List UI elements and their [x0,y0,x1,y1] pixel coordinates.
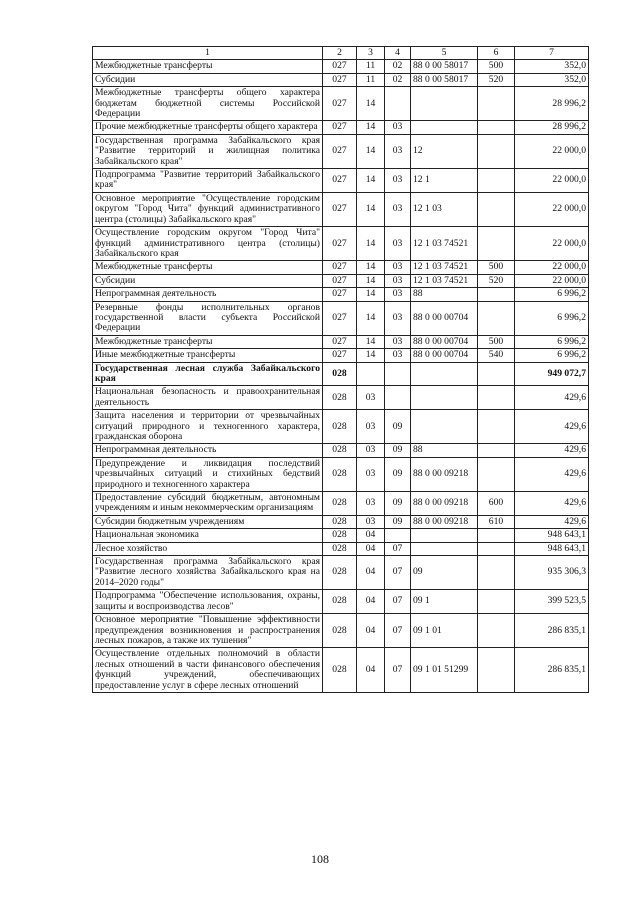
table-row [93,301,589,335]
code-pr-cell: 03 [385,227,411,261]
header-cell: 2 [323,47,357,60]
table-row [93,60,589,73]
code-gr-cell: 028 [323,362,357,386]
header-row [93,47,589,60]
item-name-cell: Осуществление отдельных полномочий в области лесных отношений в части финансового обеспечения функций учреждений, обеспечивающих предоставление услуг в сфере лесных отношений [93,648,323,693]
item-name-cell: Непрограммная деятельность [93,444,323,457]
code-pr-cell: 03 [385,349,411,362]
item-name-cell: Подпрограмма "Развитие территорий Забайкальского края" [93,169,323,193]
code-rz-cell: 14 [357,288,385,301]
header-cell: 3 [357,47,385,60]
code-rz-cell: 14 [357,261,385,274]
item-name-cell: Национальная экономика [93,529,323,542]
code-csr-cell: 12 [411,134,478,168]
code-vr-cell [478,410,515,444]
code-vr-cell [478,288,515,301]
code-vr-cell [478,590,515,614]
code-gr-cell: 027 [323,121,357,134]
page-number: 108 [311,852,329,866]
amount-cell: 22 000,0 [515,134,589,168]
code-pr-cell: 03 [385,335,411,348]
table-row [93,288,589,301]
code-rz-cell: 03 [357,515,385,528]
code-gr-cell: 027 [323,301,357,335]
code-vr-cell [478,192,515,226]
code-rz-cell: 14 [357,335,385,348]
code-vr-cell: 500 [478,335,515,348]
code-gr-cell: 027 [323,73,357,86]
item-name-cell: Предупреждение и ликвидация последствий чрезвычайных ситуаций и стихийных бедствий природного и техногенного характера [93,457,323,491]
code-vr-cell [478,362,515,386]
code-csr-cell [411,87,478,121]
code-rz-cell: 03 [357,444,385,457]
amount-cell: 429,6 [515,410,589,444]
code-csr-cell: 12 1 [411,169,478,193]
amount-cell: 935 306,3 [515,556,589,590]
amount-cell: 429,6 [515,386,589,410]
table-row [93,227,589,261]
item-name-cell: Прочие межбюджетные трансферты общего характера [93,121,323,134]
item-name-cell: Государственная программа Забайкальского края "Развитие лесного хозяйства Забайкальского края на 2014–2020 годы" [93,556,323,590]
amount-cell: 429,6 [515,457,589,491]
code-gr-cell: 027 [323,192,357,226]
code-gr-cell: 027 [323,60,357,73]
item-name-cell: Непрограммная деятельность [93,288,323,301]
code-rz-cell: 14 [357,87,385,121]
amount-cell: 286 835,1 [515,614,589,648]
code-gr-cell: 027 [323,87,357,121]
code-gr-cell: 027 [323,169,357,193]
code-vr-cell [478,457,515,491]
code-gr-cell: 027 [323,274,357,287]
code-vr-cell [478,614,515,648]
table-row [93,542,589,555]
code-pr-cell: 02 [385,60,411,73]
amount-cell: 6 996,2 [515,335,589,348]
code-pr-cell [385,362,411,386]
table-row [93,614,589,648]
header-cell: 7 [515,47,589,60]
item-name-cell: Межбюджетные трансферты [93,261,323,274]
code-gr-cell: 027 [323,288,357,301]
table-row [93,386,589,410]
code-csr-cell: 88 0 00 09218 [411,457,478,491]
table-row [93,515,589,528]
code-csr-cell [411,121,478,134]
code-csr-cell [411,362,478,386]
code-vr-cell [478,529,515,542]
code-csr-cell: 12 1 03 [411,192,478,226]
amount-cell: 948 643,1 [515,542,589,555]
code-rz-cell: 14 [357,274,385,287]
code-rz-cell: 04 [357,542,385,555]
code-vr-cell: 500 [478,261,515,274]
table-row [93,261,589,274]
code-pr-cell: 02 [385,73,411,86]
code-csr-cell: 88 0 00 09218 [411,492,478,516]
table-row [93,410,589,444]
item-name-cell: Защита населения и территории от чрезвычайных ситуаций природного и техногенного характера, гражданская оборона [93,410,323,444]
amount-cell: 6 996,2 [515,301,589,335]
table-row [93,349,589,362]
code-csr-cell: 88 0 00 00704 [411,349,478,362]
code-rz-cell [357,362,385,386]
amount-cell: 429,6 [515,515,589,528]
header-cell: 1 [93,47,323,60]
table-row [93,362,589,386]
code-csr-cell: 88 [411,288,478,301]
table-body [93,60,589,693]
table-row [93,556,589,590]
code-vr-cell: 520 [478,274,515,287]
code-gr-cell: 028 [323,515,357,528]
code-pr-cell: 03 [385,134,411,168]
code-csr-cell [411,410,478,444]
code-gr-cell: 027 [323,335,357,348]
code-vr-cell: 600 [478,492,515,516]
code-rz-cell: 04 [357,556,385,590]
table-row [93,274,589,287]
table-row [93,457,589,491]
header-cell: 6 [478,47,515,60]
amount-cell: 352,0 [515,60,589,73]
code-pr-cell [385,529,411,542]
code-rz-cell: 04 [357,590,385,614]
code-gr-cell: 028 [323,542,357,555]
item-name-cell: Межбюджетные трансферты общего характера бюджетам бюджетной системы Российской Федерации [93,87,323,121]
code-vr-cell [478,87,515,121]
table-row [93,73,589,86]
code-pr-cell: 03 [385,301,411,335]
amount-cell: 22 000,0 [515,192,589,226]
code-vr-cell [478,301,515,335]
code-rz-cell: 14 [357,121,385,134]
table-row [93,192,589,226]
code-pr-cell: 07 [385,542,411,555]
code-pr-cell: 09 [385,515,411,528]
code-vr-cell [478,444,515,457]
code-csr-cell: 88 [411,444,478,457]
code-rz-cell: 03 [357,492,385,516]
amount-cell: 429,6 [515,492,589,516]
amount-cell: 22 000,0 [515,227,589,261]
code-vr-cell: 610 [478,515,515,528]
item-name-cell: Иные межбюджетные трансферты [93,349,323,362]
code-pr-cell: 03 [385,192,411,226]
code-gr-cell: 028 [323,556,357,590]
item-name-cell: Осуществление городским округом "Город Чита" функций административного центра (столицы) Забайкальского края [93,227,323,261]
table-row [93,648,589,693]
code-rz-cell: 03 [357,386,385,410]
item-name-cell: Субсидии [93,73,323,86]
code-pr-cell: 07 [385,648,411,693]
table-row [93,87,589,121]
table-row [93,134,589,168]
code-pr-cell: 09 [385,457,411,491]
code-csr-cell: 88 0 00 58017 [411,73,478,86]
code-gr-cell: 028 [323,492,357,516]
amount-cell: 429,6 [515,444,589,457]
code-pr-cell: 03 [385,274,411,287]
amount-cell: 948 643,1 [515,529,589,542]
code-csr-cell: 88 0 00 09218 [411,515,478,528]
amount-cell: 6 996,2 [515,288,589,301]
code-vr-cell: 540 [478,349,515,362]
code-csr-cell [411,529,478,542]
code-csr-cell: 09 1 01 51299 [411,648,478,693]
code-csr-cell [411,542,478,555]
code-rz-cell: 14 [357,349,385,362]
code-csr-cell: 09 1 [411,590,478,614]
item-name-cell: Межбюджетные трансферты [93,335,323,348]
code-rz-cell: 11 [357,73,385,86]
code-pr-cell: 03 [385,169,411,193]
code-rz-cell: 04 [357,614,385,648]
code-pr-cell: 03 [385,261,411,274]
code-pr-cell: 09 [385,410,411,444]
code-vr-cell [478,169,515,193]
table-row [93,169,589,193]
code-rz-cell: 03 [357,410,385,444]
code-gr-cell: 028 [323,457,357,491]
code-vr-cell [478,134,515,168]
code-gr-cell: 028 [323,410,357,444]
table-row [93,444,589,457]
code-rz-cell: 14 [357,227,385,261]
item-name-cell: Субсидии бюджетным учреждениям [93,515,323,528]
header-cell: 5 [411,47,478,60]
item-name-cell: Государственная лесная служба Забайкальского края [93,362,323,386]
amount-cell: 28 996,2 [515,87,589,121]
item-name-cell: Субсидии [93,274,323,287]
code-rz-cell: 14 [357,169,385,193]
code-vr-cell: 500 [478,60,515,73]
code-vr-cell [478,227,515,261]
item-name-cell: Подпрограмма "Обеспечение использования, охраны, защиты и воспроизводства лесов" [93,590,323,614]
amount-cell: 6 996,2 [515,349,589,362]
code-csr-cell: 12 1 03 74521 [411,261,478,274]
item-name-cell: Государственная программа Забайкальского края "Развитие территорий и жилищная политика Забайкальского края" [93,134,323,168]
code-gr-cell: 027 [323,261,357,274]
amount-cell: 22 000,0 [515,261,589,274]
item-name-cell: Основное мероприятие "Повышение эффективности предупреждения возникновения и распространения лесных пожаров, а также их тушения" [93,614,323,648]
table-row [93,492,589,516]
item-name-cell: Межбюджетные трансферты [93,60,323,73]
amount-cell: 22 000,0 [515,274,589,287]
code-gr-cell: 028 [323,386,357,410]
code-csr-cell: 88 0 00 58017 [411,60,478,73]
code-gr-cell: 027 [323,349,357,362]
code-csr-cell: 12 1 03 74521 [411,227,478,261]
table-row [93,335,589,348]
code-vr-cell [478,386,515,410]
code-csr-cell: 88 0 00 00704 [411,335,478,348]
code-gr-cell: 028 [323,529,357,542]
item-name-cell: Резервные фонды исполнительных органов государственной власти субъекта Российской Федерации [93,301,323,335]
code-rz-cell: 03 [357,457,385,491]
code-rz-cell: 14 [357,134,385,168]
code-rz-cell: 11 [357,60,385,73]
code-rz-cell: 04 [357,529,385,542]
code-vr-cell [478,121,515,134]
code-gr-cell: 027 [323,227,357,261]
amount-cell: 399 523,5 [515,590,589,614]
code-pr-cell [385,386,411,410]
code-gr-cell: 028 [323,444,357,457]
amount-cell: 949 072,7 [515,362,589,386]
code-pr-cell: 03 [385,288,411,301]
item-name-cell: Национальная безопасность и правоохранительная деятельность [93,386,323,410]
code-pr-cell: 07 [385,590,411,614]
header-cell: 4 [385,47,411,60]
code-pr-cell [385,87,411,121]
code-pr-cell: 09 [385,492,411,516]
code-vr-cell [478,556,515,590]
code-pr-cell: 03 [385,121,411,134]
code-gr-cell: 028 [323,648,357,693]
item-name-cell: Предоставление субсидий бюджетным, автономным учреждениям и иным некоммерческим организациям [93,492,323,516]
code-csr-cell: 88 0 00 00704 [411,301,478,335]
code-vr-cell [478,542,515,555]
code-vr-cell: 520 [478,73,515,86]
code-csr-cell: 12 1 03 74521 [411,274,478,287]
amount-cell: 352,0 [515,73,589,86]
code-rz-cell: 14 [357,192,385,226]
amount-cell: 22 000,0 [515,169,589,193]
table-row [93,529,589,542]
code-gr-cell: 027 [323,134,357,168]
code-vr-cell [478,648,515,693]
table-row [93,590,589,614]
amount-cell: 28 996,2 [515,121,589,134]
code-csr-cell [411,386,478,410]
table-row [93,121,589,134]
budget-table [92,46,589,693]
code-csr-cell: 09 1 01 [411,614,478,648]
code-pr-cell: 09 [385,444,411,457]
item-name-cell: Лесное хозяйство [93,542,323,555]
amount-cell: 286 835,1 [515,648,589,693]
code-csr-cell: 09 [411,556,478,590]
item-name-cell: Основное мероприятие "Осуществление городским округом "Город Чита" функций административного центра (столицы) Забайкальского края" [93,192,323,226]
code-gr-cell: 028 [323,590,357,614]
code-rz-cell: 04 [357,648,385,693]
code-rz-cell: 14 [357,301,385,335]
code-gr-cell: 028 [323,614,357,648]
code-pr-cell: 07 [385,614,411,648]
code-pr-cell: 07 [385,556,411,590]
